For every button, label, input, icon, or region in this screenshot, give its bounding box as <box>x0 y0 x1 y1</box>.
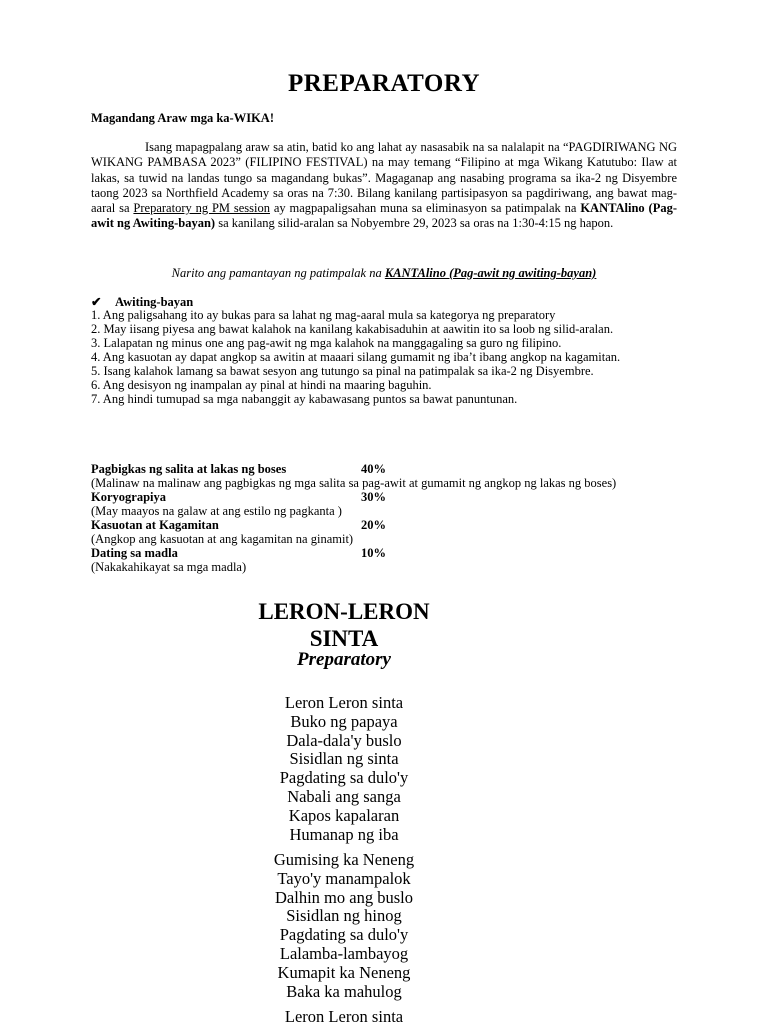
rule-item: 5. Isang kalahok lamang sa bawat sesyon ang tutungo sa pinal na patimpalak sa ika-2 ng Disyembre. <box>91 364 594 378</box>
rule-item: 2. May iisang piyesa ang bawat kalahok na kanilang kakabisaduhin at aawitin ito sa loob ng silid-aralan. <box>91 322 614 336</box>
lyric-line: Lalamba-lambayog <box>279 943 409 963</box>
category-label: Awiting-bayan <box>115 295 194 309</box>
stanza-2 <box>0 851 688 1001</box>
lyric-line: Pagdating sa dulo'y <box>279 925 409 945</box>
criterion-heading <box>91 546 677 560</box>
criteria-intro-event: KANTAlino (Pag-awit ng awiting-bayan) <box>384 266 597 280</box>
rules-list <box>91 308 677 406</box>
criterion-description: (Angkop ang kasuotan at ang kagamitan na ginamit) <box>91 532 354 546</box>
criteria-intro-text: Narito ang pamantayan ng patimpalak na <box>171 266 385 280</box>
criterion-name: Kasuotan at Kagamitan <box>91 518 219 532</box>
criterion-description: (Malinaw na malinaw ang pagbigkas ng mga salita sa pag-awit at gumamit ng angkop ng lakas ng boses) <box>91 476 617 490</box>
lyric-line: Sisidlan ng sinta <box>289 749 399 769</box>
lyric-line: Gumising ka Neneng <box>273 850 415 869</box>
lyric-line: Kumapit ka Neneng <box>277 962 411 982</box>
criterion-percent: 40% <box>361 462 386 476</box>
intro-text-1: Isang mapagpalang araw sa atin, batid ko ang lahat ay nasasabik na sa nalalapit na “PAGDIRIWANG NG WIKANG PAMBASA 2023” (FILIPINO FESTIVAL) na may temang “Filipino at mga Wikang Katutubo: Ilaw at lakas, sa tuwid na landas tungo sa magandang bukas”. Magaganap ang nasabing programa sa ika-2 ng Disyembre taong 2023 sa Northfield Academy sa oras na 7:30. Bilang kanilang partisipasyon sa pagdiriwang, ang bawat mag-aaral sa <box>91 140 677 216</box>
lyric-line: Leron Leron sinta <box>284 1007 404 1026</box>
intro-bold-event: KANTAlino (Pag-awit ng Awiting-bayan) <box>91 201 677 231</box>
intro-text-2: ay magpapaligsahan muna sa eliminasyon sa patimpalak na <box>269 201 581 216</box>
criterion-percent: 30% <box>361 490 386 504</box>
lyric-line: Kapos kapalaran <box>288 805 400 825</box>
lyric-line: Baka ka mahulog <box>286 981 402 1001</box>
criterion-name: Pagbigkas ng salita at lakas ng boses <box>91 462 287 476</box>
lyric-line: Buko ng papaya <box>290 711 398 731</box>
criterion-name: Koryograpiya <box>91 490 166 504</box>
lyric-line: Humanap ng iba <box>289 824 399 844</box>
lyric-line: Leron Leron sinta <box>284 693 404 712</box>
criteria-intro <box>0 266 768 281</box>
lyric-line: Nabali ang sanga <box>287 786 401 806</box>
rule-item: 4. Ang kasuotan ay dapat angkop sa awitin at maaari silang gumamit ng iba’t ibang angkop na kagamitan. <box>91 350 621 364</box>
checkmark-icon: ✔ <box>91 295 102 309</box>
stanza-1 <box>0 694 688 844</box>
song-title-line: LERON-LERON <box>258 599 430 624</box>
criterion-heading <box>91 462 677 476</box>
intro-paragraph <box>91 140 677 232</box>
criterion-heading <box>91 518 677 532</box>
lyric-line: Sisidlan ng hinog <box>286 906 402 926</box>
greeting: Magandang Araw mga ka-WIKA! <box>91 111 274 125</box>
song-subtitle: Preparatory <box>297 649 391 670</box>
criteria-list <box>91 462 677 574</box>
criterion-name: Dating sa madla <box>91 546 178 560</box>
criterion-percent: 20% <box>361 518 386 532</box>
song-title <box>0 598 688 652</box>
criterion-heading <box>91 490 677 504</box>
page-title: PREPARATORY <box>287 70 481 97</box>
rule-item: 3. Lalapatan ng minus one ang pag-awit ng mga kalahok na manggagaling sa guro ng filipino. <box>91 336 562 350</box>
intro-text-3: sa kanilang silid-aralan sa Nobyembre 29, 2023 sa oras na 1:30-4:15 ng hapon. <box>215 216 614 231</box>
intro-underlined: Preparatory ng PM session <box>133 201 270 216</box>
lyric-line: Tayo'y manampalok <box>277 868 411 888</box>
song-title-line: SINTA <box>309 626 379 651</box>
rule-item: 6. Ang desisyon ng inampalan ay pinal at hindi na maaring baguhin. <box>91 378 432 392</box>
lyric-line: Pagdating sa dulo'y <box>279 768 409 788</box>
lyric-line: Dalhin mo ang buslo <box>275 887 413 907</box>
rule-item: 1. Ang paligsahang ito ay bukas para sa lahat ng mag-aaral mula sa kategorya ng preparatory <box>91 308 556 322</box>
rule-item: 7. Ang hindi tumupad sa mga nabanggit ay kabawasang puntos sa bawat panuntunan. <box>91 392 518 406</box>
lyric-line: Dala-dala'y buslo <box>286 730 402 750</box>
criterion-percent: 10% <box>361 546 386 560</box>
criterion-description: (Nakakahikayat sa mga madla) <box>91 560 247 574</box>
criterion-description: (May maayos na galaw at ang estilo ng pagkanta ) <box>91 504 342 518</box>
